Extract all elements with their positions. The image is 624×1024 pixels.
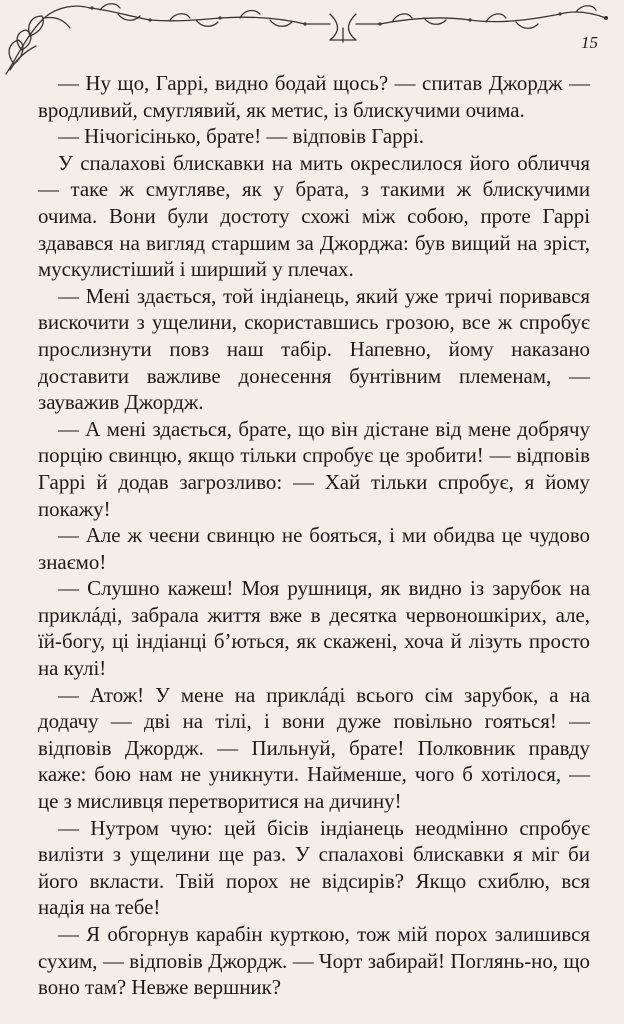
body-text [38,70,590,1001]
page-number: 15 [581,33,598,52]
paragraph: — Слушно кажеш! Моя рушниця, як видно із зарубок на приклáді, забрала життя вже в десятка червоношкірих, але, їй-богу, ці індіанці б’ються, як скажені, хоча й лізуть просто на кулі! [38,576,590,681]
paragraph: — А мені здається, брате, що він дістане від мене добрячу порцію свинцю, якщо тільки спробує це зробити! — відповів Гаррі й додав загрозливо: — Хай тільки спробує, я йому покажу! [38,416,590,521]
paragraph: — Ну що, Гаррі, видно бодай щось? — спитав Джордж — вродливий, смуглявий, як метис, із блискучими очима. [38,71,590,122]
paragraph: — Мені здається, той індіанець, який уже тричі поривався вискочити з ущелини, скориставшись грозою, все ж спробує прослизнути повз наш табір. Напевно, йому наказано доставити важливе донесення бунтівним племенам, — зауважив Джордж. [38,283,590,415]
paragraph: — Нічогісінько, брате! — відповів Гаррі. [58,124,425,149]
floral-ornament-header [0,0,624,80]
paragraph: — Нутром чую: цей бісів індіанець неодмінно спробує вилізти з ущелини ще раз. У спалахові блискавки я міг би його вкласти. Твій порох не відсирів? Якщо схиблю, вся надія на тебе! [38,815,590,920]
paragraph: У спалахові блискавки на мить окреслилося його обличчя — таке ж смугляве, як у брата, з такими ж блискучими очима. Вони були достоту схожі між собою, проте Гаррі здавався на вигляд старшим за Джорджа: був вищий на зріст, мускулистіший і ширший у плечах. [38,150,590,282]
paragraph: — Атож! У мене на приклáді всього сім зарубок, а на додачу — дві на тілі, і вони дуже повільно гояться! — відповів Джордж. — Пильнуй, брате! Полковник правду каже: бою нам не уникнути. Найменше, чого б хотілося, — це з мисливця перетворитися на дичину! [38,682,590,814]
paragraph: — Але ж чеєни свинцю не бояться, і ми обидва це чудово знаємо! [38,523,590,574]
paragraph: — Я обгорнув карабін курткою, тож мій порох залишився сухим, — відповів Джордж. — Чорт забирай! Поглянь-но, що воно там? Невже вершник? [38,922,590,1000]
